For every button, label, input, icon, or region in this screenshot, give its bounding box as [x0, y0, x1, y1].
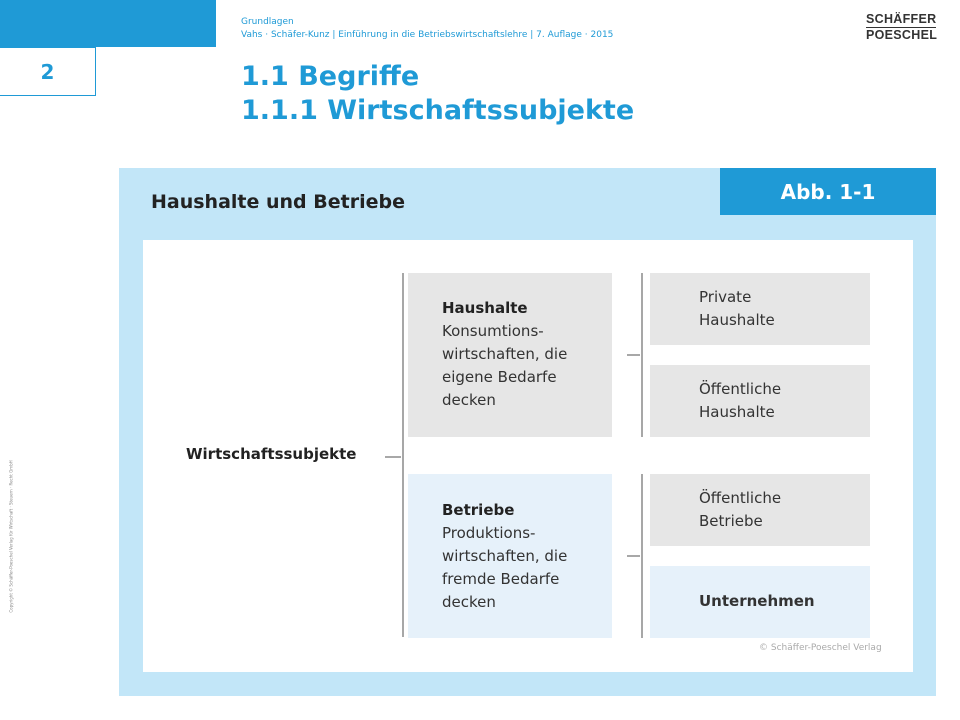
section-label: Grundlagen: [241, 17, 294, 27]
header-meta: [241, 16, 613, 42]
leaf-line: Öffentliche: [699, 380, 782, 398]
page-number: 2: [0, 47, 96, 96]
figure-canvas: [143, 240, 913, 672]
leaf-label-unternehmen: [699, 590, 815, 613]
group-desc-line: decken: [442, 391, 496, 409]
group-desc-line: wirtschaften, die: [442, 345, 568, 363]
leaf-line: Betriebe: [699, 512, 763, 530]
logo-line-2: POESCHEL: [866, 28, 938, 42]
group-label-betriebe: [442, 499, 567, 614]
publisher-logo: [866, 13, 936, 42]
book-reference: Vahs · Schäfer-Kunz | Einführung in die Betriebswirtschaftslehre | 7. Auflage · 2015: [241, 30, 614, 40]
leaf-label-oeffentliche-haushalte: [699, 378, 781, 424]
group-head-haushalte: Haushalte: [442, 299, 528, 317]
leaf-line: Öffentliche: [699, 489, 782, 507]
copyright-note: Copyright © Schäffer-Poeschel Verlag für Wirtschaft · Steuern · Recht GmbH: [8, 460, 14, 613]
logo-line-1: SCHÄFFER: [866, 12, 937, 26]
leaf-label-oeffentliche-betriebe: [699, 487, 781, 533]
figure-tag: Abb. 1-1: [720, 168, 936, 215]
leaf-line: Haushalte: [699, 311, 775, 329]
leaf-line: Haushalte: [699, 403, 775, 421]
group-desc-line: Produktions-: [442, 524, 536, 542]
figure-credit: © Schäffer-Poeschel Verlag: [759, 643, 882, 653]
group-desc-line: decken: [442, 593, 496, 611]
group-desc-line: eigene Bedarfe: [442, 368, 557, 386]
header-accent-block: [0, 0, 216, 47]
group-desc-line: wirtschaften, die: [442, 547, 568, 565]
leaf-label-private-haushalte: [699, 286, 775, 332]
group-label-haushalte: [442, 297, 567, 412]
title-line-2: 1.1.1 Wirtschaftssubjekte: [241, 95, 635, 126]
leaf-line: Unternehmen: [699, 592, 815, 610]
slide-title: [241, 60, 634, 128]
group-head-betriebe: Betriebe: [442, 501, 515, 519]
group-desc-line: Konsumtions-: [442, 322, 544, 340]
root-node-label: Wirtschaftssubjekte: [186, 445, 357, 463]
figure-title: Haushalte und Betriebe: [151, 191, 405, 213]
title-line-1: 1.1 Begriffe: [241, 61, 420, 92]
leaf-line: Private: [699, 288, 752, 306]
group-desc-line: fremde Bedarfe: [442, 570, 560, 588]
